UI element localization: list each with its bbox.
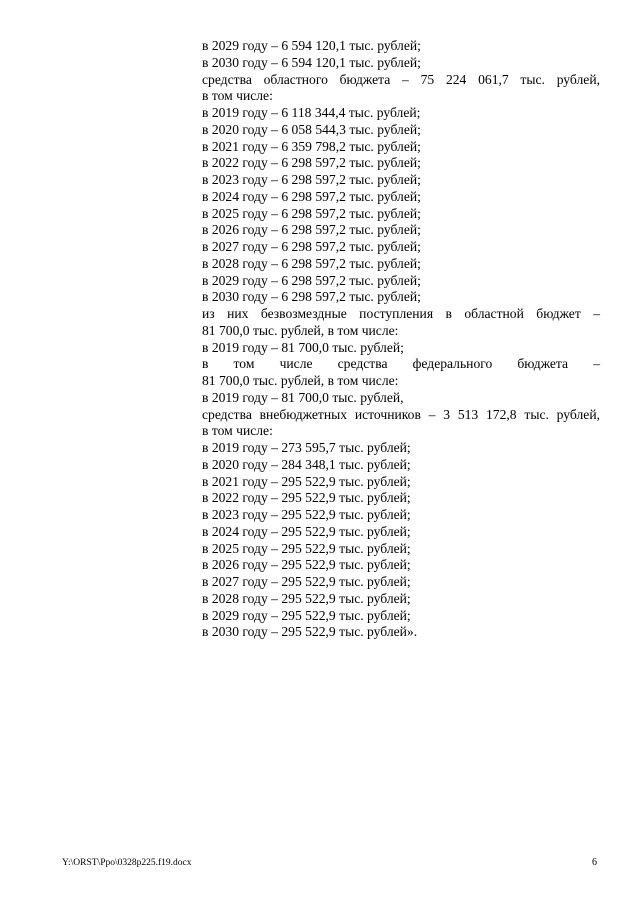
document-line: в 2019 году – 273 595,7 тыс. рублей; bbox=[202, 440, 411, 455]
document-line: в 2025 году – 295 522,9 тыс. рублей; bbox=[202, 540, 411, 556]
document-line: в 2019 году – 81 700,0 тыс. рублей; bbox=[202, 339, 404, 355]
footer-page-number: 6 bbox=[592, 857, 597, 868]
document-line: в 2020 году – 6 058 544,3 тыс. рублей; bbox=[202, 121, 421, 137]
document-line: в 2019 году – 81 700,0 тыс. рублей, bbox=[202, 389, 404, 405]
document-line: в 2023 году – 295 522,9 тыс. рублей; bbox=[202, 507, 411, 522]
document-line: в 2026 году – 295 522,9 тыс. рублей; bbox=[202, 557, 411, 573]
footer-file-path: Y:\ORST\Ppo\0328p225.f19.docx bbox=[62, 858, 192, 868]
document-line: 81 700,0 тыс. рублей, в том числе: bbox=[202, 322, 399, 338]
document-line: в 2029 году – 295 522,9 тыс. рублей; bbox=[202, 607, 411, 623]
document-line: 81 700,0 тыс. рублей, в том числе: bbox=[202, 373, 399, 388]
document-line: средства областного бюджета – 75 224 061,7 тыс. рублей, bbox=[202, 71, 600, 87]
document-line: в 2029 году – 6 594 120,1 тыс. рублей; bbox=[202, 38, 421, 53]
document-line: в 2029 году – 6 298 597,2 тыс. рублей; bbox=[202, 272, 421, 288]
document-line: в 2019 году – 6 118 344,4 тыс. рублей; bbox=[202, 105, 421, 120]
document-line: в том числе: bbox=[202, 88, 273, 104]
document-line: средства внебюджетных источников – 3 513 172,8 тыс. рублей, bbox=[202, 406, 600, 422]
document-line: в том числе средства федерального бюджета – bbox=[202, 356, 600, 372]
document-line: в 2028 году – 6 298 597,2 тыс. рублей; bbox=[202, 255, 421, 271]
document-line: в 2030 году – 295 522,9 тыс. рублей». bbox=[202, 624, 418, 640]
document-line: в 2024 году – 6 298 597,2 тыс. рублей; bbox=[202, 188, 421, 204]
document-line: в 2023 году – 6 298 597,2 тыс. рублей; bbox=[202, 172, 421, 187]
document-line: в 2026 году – 6 298 597,2 тыс. рублей; bbox=[202, 222, 421, 238]
document-line: в 2027 году – 6 298 597,2 тыс. рублей; bbox=[202, 239, 421, 254]
document-line: в 2030 году – 6 298 597,2 тыс. рублей; bbox=[202, 289, 421, 305]
document-line: из них безвозмездные поступления в областной бюджет – bbox=[202, 306, 600, 321]
document-line: в 2022 году – 6 298 597,2 тыс. рублей; bbox=[202, 155, 421, 171]
document-line: в 2021 году – 6 359 798,2 тыс. рублей; bbox=[202, 138, 421, 154]
document-line: в 2024 году – 295 522,9 тыс. рублей; bbox=[202, 523, 411, 539]
document-line: в том числе: bbox=[202, 423, 273, 439]
document-line: в 2020 году – 284 348,1 тыс. рублей; bbox=[202, 456, 411, 472]
document-line: в 2025 году – 6 298 597,2 тыс. рублей; bbox=[202, 205, 421, 221]
document-body bbox=[202, 38, 600, 641]
document-line: в 2021 году – 295 522,9 тыс. рублей; bbox=[202, 473, 411, 489]
document-line: в 2028 году – 295 522,9 тыс. рублей; bbox=[202, 590, 411, 606]
document-line: в 2030 году – 6 594 120,1 тыс. рублей; bbox=[202, 54, 421, 70]
document-line: в 2022 году – 295 522,9 тыс. рублей; bbox=[202, 490, 411, 506]
document-line: в 2027 году – 295 522,9 тыс. рублей; bbox=[202, 574, 411, 589]
